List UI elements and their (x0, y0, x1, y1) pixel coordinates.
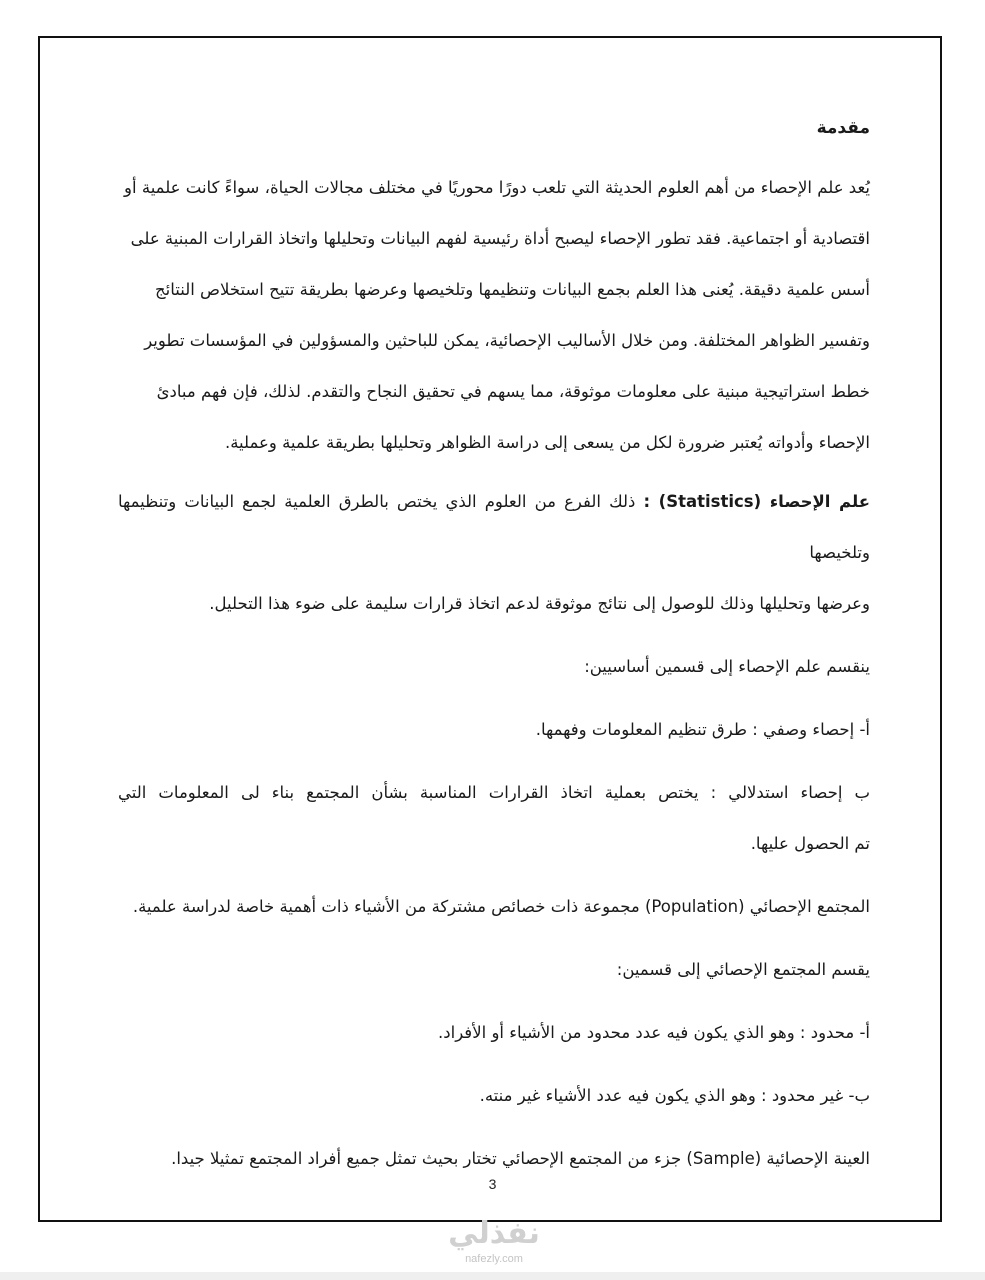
intro-line: الإحصاء وأدواته يُعتبر ضرورة لكل من يسعى إلى دراسة الظواهر وتحليلها بطريقة علمية وعملية. (224, 433, 870, 452)
population-item-infinite: ب- غير محدود : وهو الذي يكون فيه عدد الأشياء غير منته. (479, 1086, 870, 1105)
intro-line: أسس علمية دقيقة. يُعنى هذا العلم بجمع البيانات وتنظيمها وتلخيصها وعرضها بطريقة تتيح استخلاص النتائج (154, 280, 870, 299)
division-line: تم الحصول عليها. (750, 834, 870, 853)
intro-line: خطط استراتيجية مبنية على معلومات موثوقة، مما يسهم في تحقيق النجاح والتقدم. لذلك، فإن فهم مبادئ (156, 382, 870, 401)
population-definition: المجتمع الإحصائي (Population) مجموعة ذات خصائص مشتركة من الأشياء ذات أهمية خاصة لدراسة علمية. (132, 897, 870, 916)
division-item-descriptive: أ- إحصاء وصفي : طرق تنظيم المعلومات وفهمها. (535, 720, 870, 739)
page-number: 3 (488, 1176, 497, 1192)
division-item-inferential (118, 767, 870, 869)
definition-line: وعرضها وتحليلها وذلك للوصول إلى نتائج موثوقة لدعم اتخاذ قرارات سليمة على ضوء هذا التحليل. (209, 594, 870, 613)
statistics-definition (118, 476, 870, 629)
definition-line (118, 476, 870, 578)
intro-line: وتفسير الظواهر المختلفة. ومن خلال الأساليب الإحصائية، يمكن للباحثين والمسؤولين في المؤسسات تطوير (144, 331, 870, 350)
section-heading: مقدمة (816, 118, 870, 138)
sample-definition: العينة الإحصائية (Sample) جزء من المجتمع الإحصائي تختار بحيث تمثل جميع أفراد المجتمع تمثيلا جيدا. (171, 1149, 870, 1168)
population-intro: يقسم المجتمع الإحصائي إلى قسمين: (616, 960, 870, 979)
intro-line: يُعد علم الإحصاء من أهم العلوم الحديثة التي تلعب دورًا محوريًا في مختلف مجالات الحياة، سواءً كانت علمية أو (124, 178, 870, 197)
bottom-strip (0, 1272, 985, 1280)
intro-paragraph (118, 162, 870, 468)
document-body (118, 108, 870, 1184)
watermark-logo (434, 1216, 554, 1266)
population-item-finite: أ- محدود : وهو الذي يكون فيه عدد محدود من الأشياء أو الأفراد. (438, 1023, 870, 1042)
watermark-latin: nafezly.com (465, 1253, 523, 1265)
divisions-intro: ينقسم علم الإحصاء إلى قسمين أساسيين: (584, 657, 870, 676)
division-line: ب إحصاء استدلالي : يختص بعملية اتخاذ القرارات المناسبة بشأن المجتمع بناء لى المعلومات التي (118, 783, 870, 802)
definition-term: علم الإحصاء (Statistics) : (643, 492, 870, 511)
watermark-arabic: نفذلي (448, 1216, 540, 1251)
intro-line: اقتصادية أو اجتماعية. فقد تطور الإحصاء ليصبح أداة رئيسية لفهم البيانات وتحليلها واتخاذ القرارات المبنية على (130, 229, 870, 248)
definition-text: ذلك الفرع من العلوم الذي يختص بالطرق العلمية لجمع البيانات وتنظيمها وتلخيصها (118, 492, 870, 562)
